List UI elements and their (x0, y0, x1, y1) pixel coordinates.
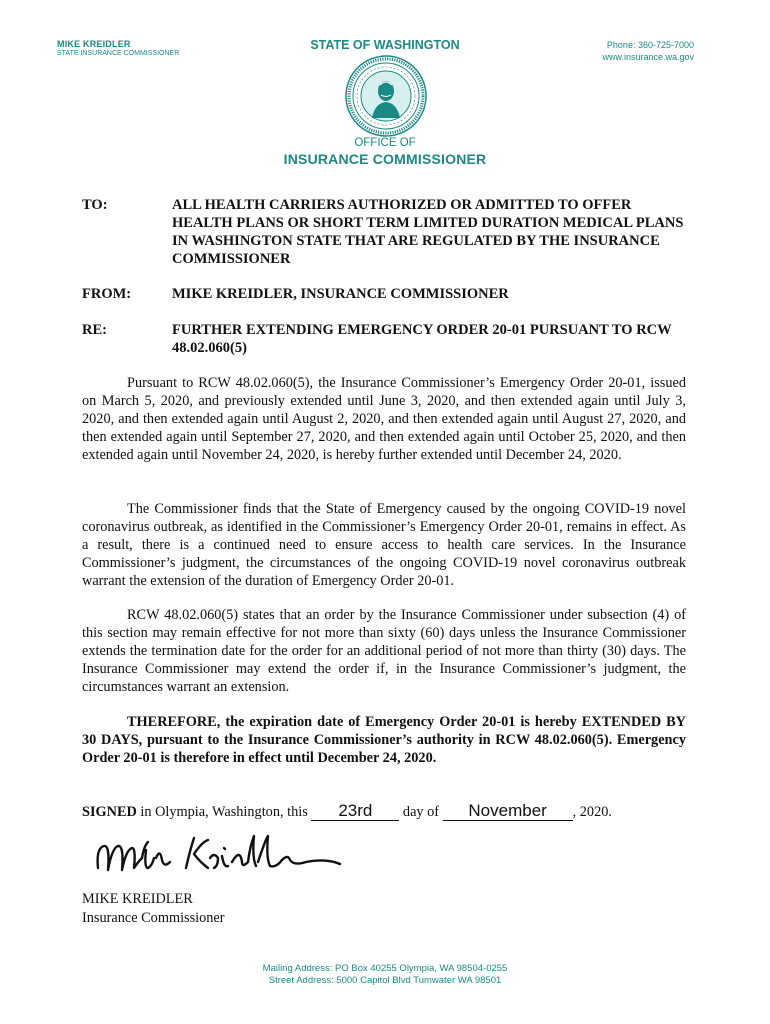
from-value: MIKE KREIDLER, INSURANCE COMMISSIONER (172, 286, 509, 302)
signed-text-1: in Olympia, Washington, this (136, 804, 312, 820)
from-label: FROM: (82, 286, 132, 302)
state-heading: STATE OF WASHINGTON (310, 38, 460, 52)
office-name: INSURANCE COMMISSIONER (283, 151, 487, 167)
month-field: November (443, 802, 573, 821)
washington-state-seal-icon (345, 55, 427, 137)
footer-addresses (0, 963, 770, 987)
day-field: 23rd (311, 802, 399, 821)
commissioner-name-header: MIKE KREIDLER (57, 39, 131, 49)
signed-word: SIGNED (82, 804, 137, 820)
body-paragraph-1: Pursuant to RCW 48.02.060(5), the Insurance Commissioner’s Emergency Order 20-01, issued on March 5, 2020, and previously extended until June 3, 2020, and then extended again until July 3, 2020, and then extended again until August 2, 2020, and then extended again until August 27, 2020, and then extended again until September 27, 2020, and then extended again until October 25, 2020, and then extended again until November 24, 2020, is hereby further extended until December 24, 2020. (82, 375, 686, 463)
signed-text-2: day of (399, 804, 443, 820)
to-label: TO: (82, 197, 108, 213)
street-address: Street Address: 5000 Capitol Blvd Tumwater WA 98501 (268, 975, 502, 986)
letterhead-right (602, 39, 694, 63)
re-value: FURTHER EXTENDING EMERGENCY ORDER 20-01 PURSUANT TO RCW 48.02.060(5) (172, 322, 672, 356)
order-statement: THEREFORE, the expiration date of Emergency Order 20-01 is hereby EXTENDED BY 30 DAYS, pursuant to the Insurance Commissioner’s authority in RCW 48.02.060(5). Emergency Order 20-01 is therefore in effect until December 24, 2020. (82, 714, 686, 766)
signatory-name: MIKE KREIDLER (82, 891, 193, 907)
re-label: RE: (82, 322, 107, 338)
body-paragraph-3: RCW 48.02.060(5) states that an order by the Insurance Commissioner under subsection (4) of this section may remain effective for not more than sixty (60) days unless the Insurance Commissioner extends the termination date for the order for an additional period of not more than thirty (30) days. The Insurance Commissioner may extend the order if, in the Insurance Commissioner’s judgment, the circumstances warrant an extension. (82, 607, 686, 695)
to-value: ALL HEALTH CARRIERS AUTHORIZED OR ADMITTED TO OFFER HEALTH PLANS OR SHORT TERM LIMITED DURATION MEDICAL PLANS IN WASHINGTON STATE THAT ARE REGULATED BY THE INSURANCE COMMISSIONER (172, 197, 684, 267)
signed-line (82, 802, 612, 821)
commissioner-title-header: STATE INSURANCE COMMISSIONER (57, 50, 180, 57)
signed-year: , 2020. (572, 804, 612, 820)
body-paragraph-2: The Commissioner finds that the State of Emergency caused by the ongoing COVID-19 novel coronavirus outbreak, as identified in the Commissioner’s Emergency Order 20-01, remains in effect. As a result, there is a continued need to ensure access to health care services. In the Insurance Commissioner’s judgment, the circumstances of the ongoing COVID-19 novel coronavirus outbreak warrant the extension of the duration of Emergency Order 20-01. (82, 501, 686, 589)
handwritten-signature-icon (90, 828, 350, 892)
signatory-block (82, 890, 225, 928)
website: www.insurance.wa.gov (602, 52, 694, 62)
signatory-title: Insurance Commissioner (82, 910, 225, 926)
office-of-label: OFFICE OF (354, 137, 416, 149)
phone-number: Phone: 360-725-7000 (606, 40, 694, 50)
mailing-address: Mailing Address: PO Box 40255 Olympia, WA 98504-0255 (262, 963, 508, 974)
